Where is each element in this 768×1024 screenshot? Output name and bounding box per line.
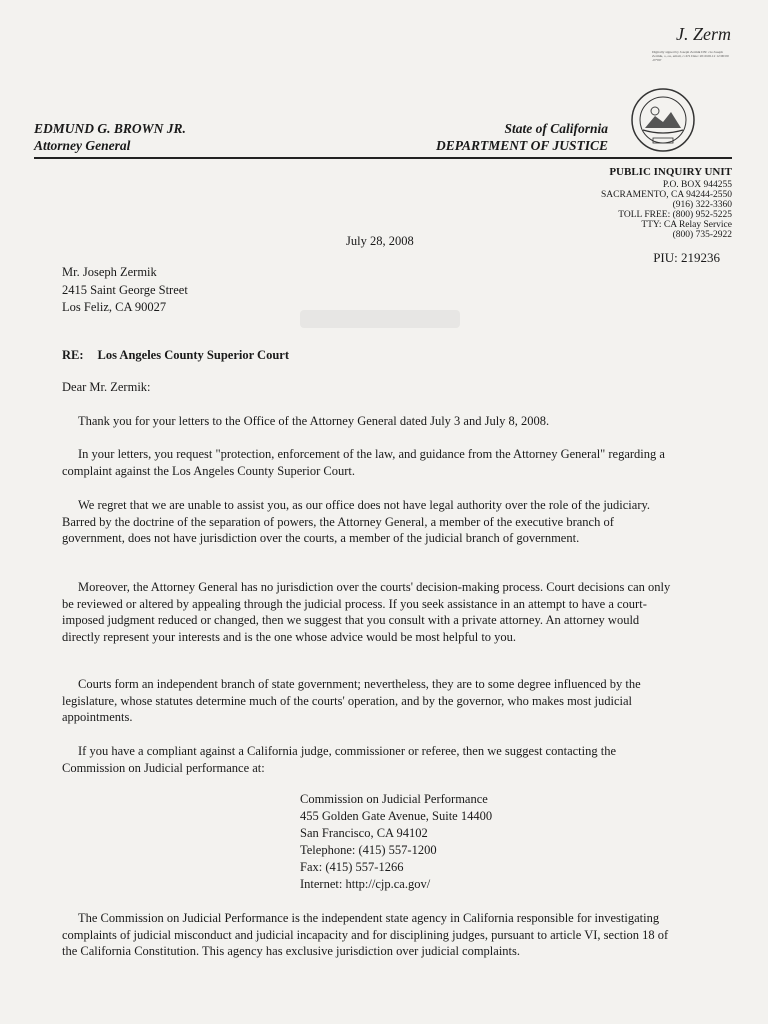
handwritten-signature: J. Zerm — [676, 24, 731, 44]
letter-date: July 28, 2008 — [346, 234, 414, 248]
piu-tollfree-line: TOLL FREE: (800) 952-5225 — [618, 210, 732, 220]
state-name: State of California — [504, 121, 608, 136]
piu-unit-title: PUBLIC INQUIRY UNIT — [609, 166, 732, 178]
piu-address-line: SACRAMENTO, CA 94244-2550 — [601, 190, 732, 200]
department-name: DEPARTMENT OF JUSTICE — [435, 138, 608, 153]
closing-paragraph: The Commission on Judicial Performance is the independent state agency in California responsible for investigating complaints of judicial misconduct and judicial incapacity and for disciplining judges, pursuant to article VI, section 18 of the California Constitution. This agency has exclusive jurisdiction over judicial complaints. — [62, 911, 669, 958]
cjp-fax: Fax: (415) 557-1266 — [300, 860, 404, 874]
salutation: Dear Mr. Zermik: — [62, 380, 151, 394]
body-paragraph: Moreover, the Attorney General has no jurisdiction over the courts' decision-making process. Court decisions can only be reviewed or altered by appealing through the judicial process. If you seek assistance in an attempt to have a court-imposed judgment reduced or changed, then we suggest that you consult with a private attorney. An attorney would directly represent your interests and is the one whose advice would be most helpful to you. — [62, 580, 671, 644]
digital-signature-note: Digitally signed by Joseph Zermik DN: cn=Joseph Zermik, o, ou, email, c=US Date: 2010.06.12 12:00:00 -07'00' — [652, 50, 729, 62]
cjp-website: Internet: http://cjp.ca.gov/ — [300, 877, 431, 891]
attorney-general-title: Attorney General — [34, 138, 131, 153]
piu-tty-number-line: (800) 735-2922 — [672, 230, 732, 240]
re-line — [62, 348, 289, 363]
recipient-name: Mr. Joseph Zermik — [62, 265, 157, 279]
paper-smudge — [300, 310, 460, 328]
cjp-name: Commission on Judicial Performance — [300, 792, 488, 806]
body-paragraph: Thank you for your letters to the Office of the Attorney General dated July 3 and July 8, 2008. — [78, 414, 550, 428]
piu-reference-number: PIU: 219236 — [653, 250, 720, 265]
body-paragraph: If you have a compliant against a California judge, commissioner or referee, then we suggest contacting the Commission on Judicial performance at: — [62, 744, 617, 775]
re-label: RE: — [62, 348, 84, 362]
piu-phone-line: (916) 322-3360 — [672, 200, 732, 210]
recipient-street: 2415 Saint George Street — [62, 283, 188, 297]
attorney-general-name: EDMUND G. BROWN JR. — [34, 121, 186, 136]
state-seal-icon — [615, 86, 711, 154]
re-subject: Los Angeles County Superior Court — [97, 348, 289, 362]
body-paragraph: Courts form an independent branch of state government; nevertheless, they are to some degree influenced by the legislature, whose statutes determine much of the courts' operation, and by the governor, who makes most judicial appointments. — [62, 677, 641, 724]
piu-address-line: P.O. BOX 944255 — [662, 180, 732, 190]
body-paragraph: We regret that we are unable to assist you, as our office does not have legal authority over the role of the judiciary. Barred by the doctrine of the separation of powers, the Attorney General, a member of the executive branch of government, does not have jurisdiction over the courts, a member of the judicial branch of government. — [62, 498, 651, 545]
cjp-street: 455 Golden Gate Avenue, Suite 14400 — [300, 809, 493, 823]
cjp-telephone: Telephone: (415) 557-1200 — [300, 843, 437, 857]
body-paragraph: In your letters, you request "protection, enforcement of the law, and guidance from the Attorney General" regarding a complaint against the Los Angeles County Superior Court. — [62, 447, 665, 478]
recipient-city: Los Feliz, CA 90027 — [62, 300, 167, 314]
cjp-city: San Francisco, CA 94102 — [300, 826, 428, 840]
header-rule — [34, 157, 732, 159]
piu-tty-line: TTY: CA Relay Service — [641, 220, 732, 230]
